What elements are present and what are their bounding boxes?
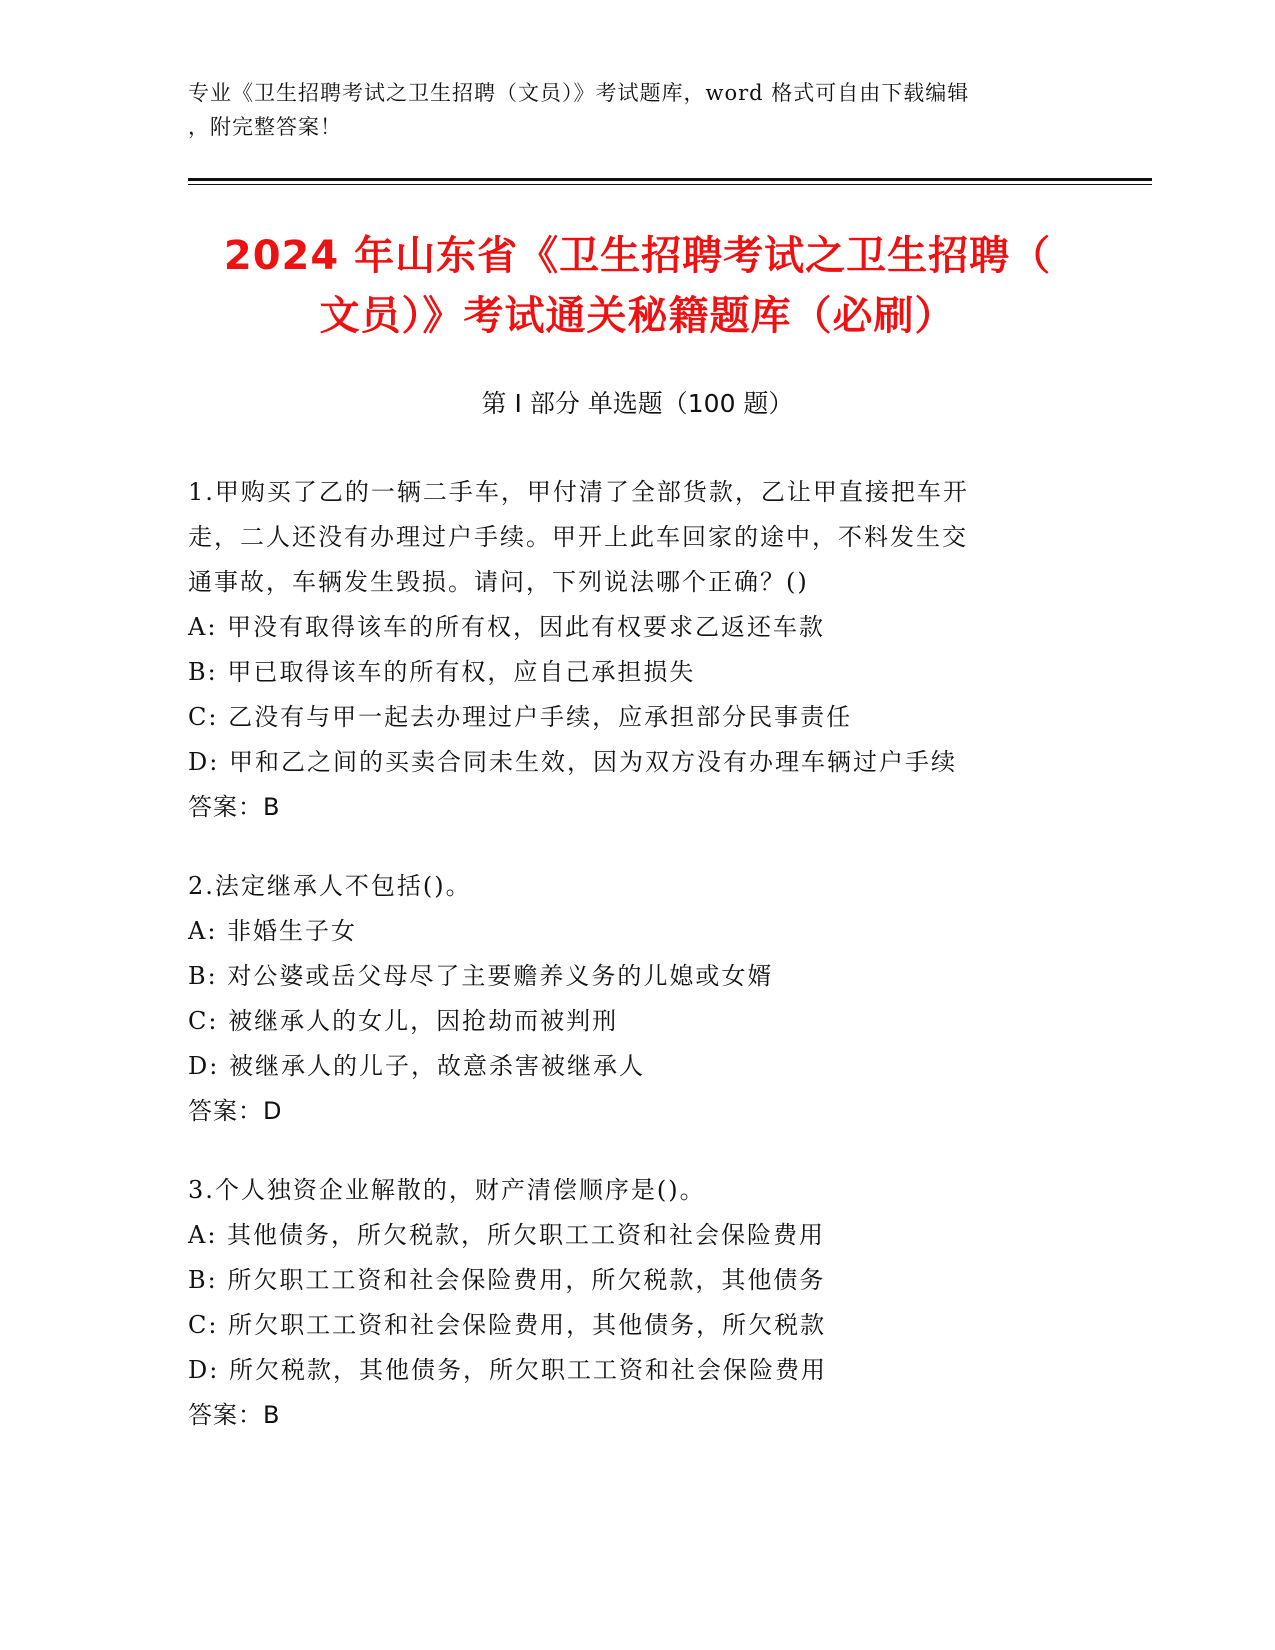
question-stem-line: 2.法定继承人不包括()。	[188, 872, 472, 900]
option-b: B: 对公婆或岳父母尽了主要赡养义务的儿媳或女婿	[188, 962, 774, 990]
question-list	[188, 470, 1088, 1472]
document-title	[150, 226, 1125, 346]
header-note-line: 专业《卫生招聘考试之卫生招聘（文员）》考试题库，word 格式可自由下载编辑	[188, 81, 970, 105]
question-2	[188, 864, 1088, 1134]
section-heading: 第 I 部分 单选题（100 题）	[481, 389, 794, 418]
option-c: C: 被继承人的女儿，因抢劫而被判刑	[188, 1007, 619, 1035]
option-c: C: 乙没有与甲一起去办理过户手续，应承担部分民事责任	[188, 703, 853, 731]
question-stem-line: 走，二人还没有办理过户手续。甲开上此车回家的途中，不料发生交	[188, 523, 968, 551]
option-b: B: 甲已取得该车的所有权，应自己承担损失	[188, 658, 696, 686]
answer-label: 答案：B	[188, 1401, 281, 1429]
option-d: D: 所欠税款，其他债务，所欠职工工资和社会保险费用	[188, 1356, 827, 1384]
header-note-line: ，附完整答案！	[188, 115, 342, 139]
document-title-line: 2024 年山东省《卫生招聘考试之卫生招聘（	[223, 233, 1052, 279]
question-stem-line: 1.甲购买了乙的一辆二手车，甲付清了全部货款，乙让甲直接把车开	[188, 478, 969, 506]
header-note	[188, 76, 1068, 144]
option-a: A: 其他债务，所欠税款，所欠职工工资和社会保险费用	[188, 1221, 826, 1249]
option-c: C: 所欠职工工资和社会保险费用，其他债务，所欠税款	[188, 1311, 827, 1339]
header-divider-thin	[188, 184, 1152, 185]
question-3	[188, 1168, 1088, 1438]
option-a: A: 非婚生子女	[188, 917, 358, 945]
answer-label: 答案：B	[188, 793, 281, 821]
header-divider-thick	[188, 178, 1152, 181]
option-a: A: 甲没有取得该车的所有权，因此有权要求乙返还车款	[188, 613, 826, 641]
question-stem-line: 通事故，车辆发生毁损。请问，下列说法哪个正确？()	[188, 568, 809, 596]
question-1	[188, 470, 1088, 830]
answer-label: 答案：D	[188, 1097, 283, 1125]
document-title-line: 文员）》考试通关秘籍题库（必刷）	[319, 293, 956, 339]
question-stem-line: 3.个人独资企业解散的，财产清偿顺序是()。	[188, 1176, 706, 1204]
option-d: D: 甲和乙之间的买卖合同未生效，因为双方没有办理车辆过户手续	[188, 748, 957, 776]
option-d: D: 被继承人的儿子，故意杀害被继承人	[188, 1052, 645, 1080]
option-b: B: 所欠职工工资和社会保险费用，所欠税款，其他债务	[188, 1266, 826, 1294]
